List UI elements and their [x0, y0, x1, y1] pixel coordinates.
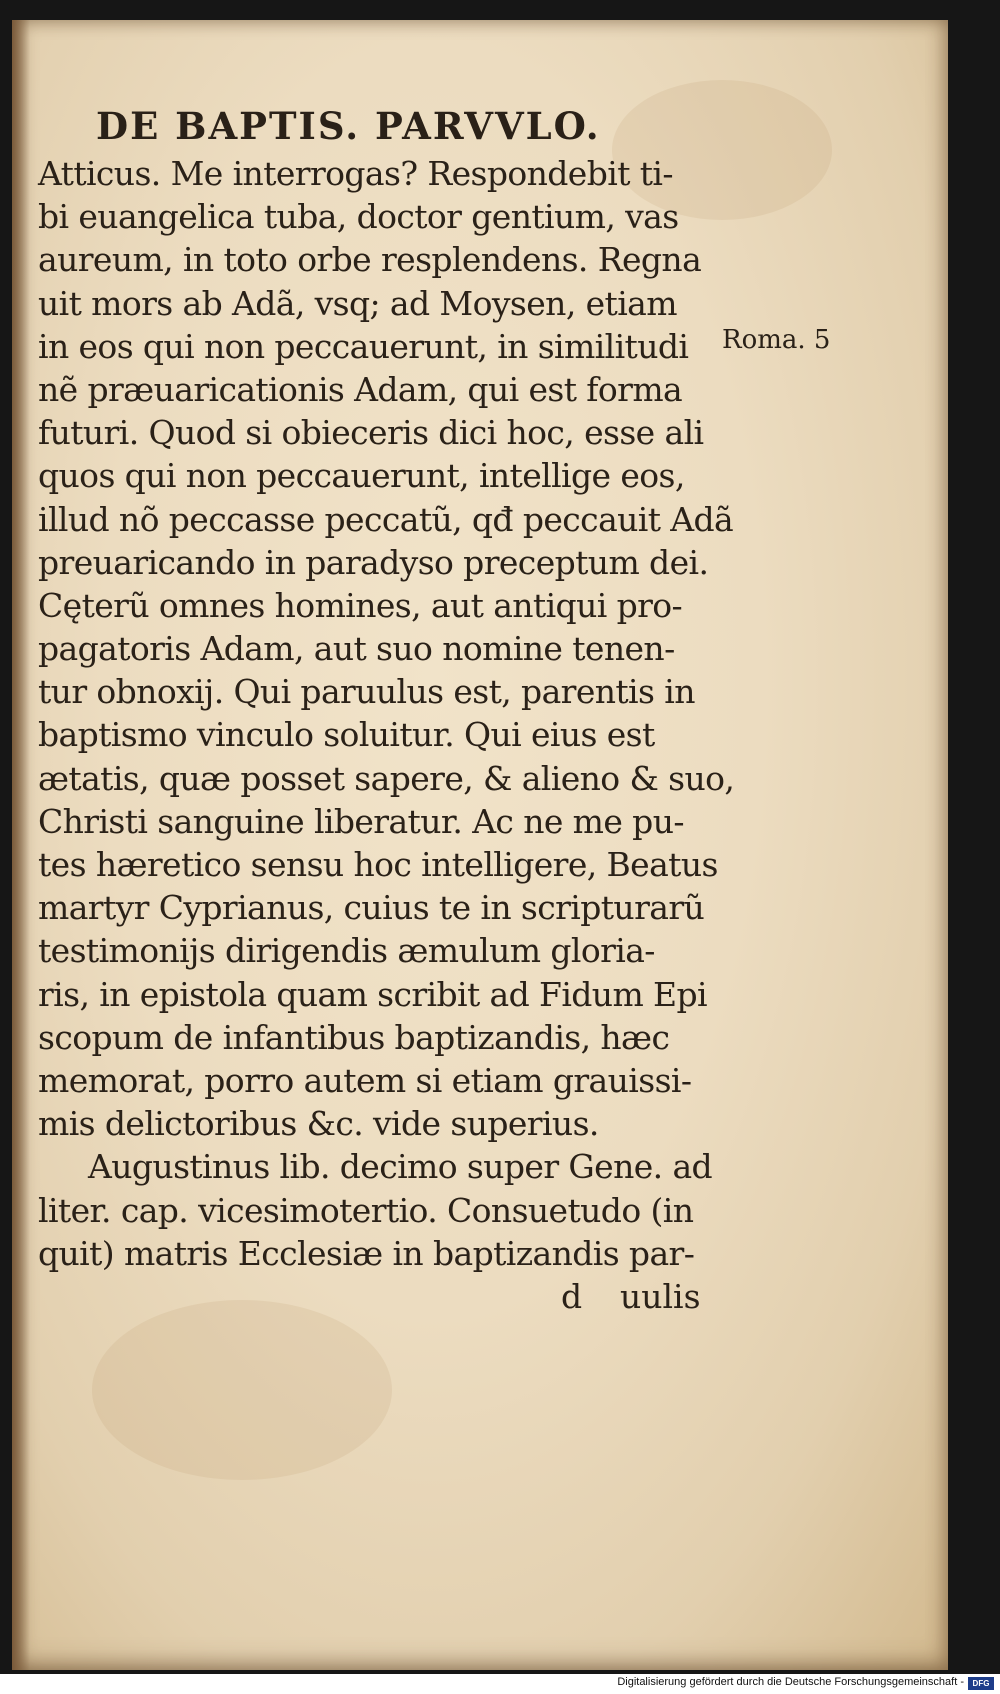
page-gutter	[12, 20, 30, 1670]
catchword: uulis	[620, 1276, 701, 1316]
marginal-note: Roma. 5	[722, 325, 831, 355]
dfg-logo: DFG	[968, 1677, 994, 1690]
text-line: bi euangelica tuba, doctor gentium, vas	[38, 197, 679, 237]
text-line: nẽ præuaricationis Adam, qui est forma	[38, 369, 683, 409]
text-line: quit) matris Ecclesiæ in baptizandis par-	[38, 1233, 695, 1273]
text-line: futuri. Quod si obieceris dici hoc, esse ali	[38, 413, 704, 453]
text-line: testimonijs dirigendis æmulum gloria-	[38, 931, 655, 971]
text-line: uit mors ab Adã, vsq; ad Moysen, etiam	[38, 283, 677, 323]
text-line: quos qui non peccauerunt, intellige eos,	[38, 456, 685, 496]
text-line: tes hæretico sensu hoc intelligere, Beatus	[38, 845, 718, 884]
text-line: memorat, porro autem si etiam grauissi-	[38, 1060, 692, 1100]
text-line: liter. cap. vicesimotertio. Consuetudo (in	[38, 1190, 694, 1230]
catch-line	[38, 1275, 718, 1318]
text-line: aureum, in toto orbe resplendens. Regna	[38, 240, 702, 280]
text-line: Cęterũ omnes homines, aut antiqui pro-	[38, 585, 683, 625]
text-line: in eos qui non peccauerunt, in similitudi	[38, 326, 689, 366]
text-line: mis delictoribus &c. vide superius.	[38, 1104, 599, 1144]
text-line: Atticus. Me interrogas? Respondebit ti-	[38, 154, 673, 193]
paper-stain	[92, 1300, 392, 1480]
text-line: preuaricando in paradyso preceptum dei.	[38, 542, 709, 582]
text-line: ætatis, quæ posset sapere, & alieno & suo,	[38, 758, 735, 798]
text-line: pagatoris Adam, aut suo nomine tenen-	[38, 629, 675, 669]
signature-mark: d	[561, 1276, 583, 1316]
footer-bar	[0, 1674, 1000, 1694]
text-line: baptismo vinculo soluitur. Qui eius est	[38, 715, 655, 755]
text-line: martyr Cyprianus, cuius te in scripturarũ	[38, 888, 705, 928]
text-line: Augustinus lib. decimo super Gene. ad	[88, 1147, 713, 1187]
page-text	[38, 100, 735, 1318]
running-head: DE BAPTIS. PARVVLO.	[96, 104, 601, 148]
text-line: ris, in epistola quam scribit ad Fidum Epi	[38, 974, 708, 1014]
funding-credit: Digitalisierung gefördert durch die Deutsche Forschungsgemeinschaft -	[617, 1676, 964, 1688]
text-line: Christi sanguine liberatur. Ac ne me pu-	[38, 801, 684, 841]
text-line: tur obnoxij. Qui paruulus est, parentis in	[38, 672, 695, 712]
text-line: illud nõ peccasse peccatũ, qđ peccauit Adã	[38, 499, 734, 539]
text-line: scopum de infantibus baptizandis, hæc	[38, 1017, 670, 1057]
